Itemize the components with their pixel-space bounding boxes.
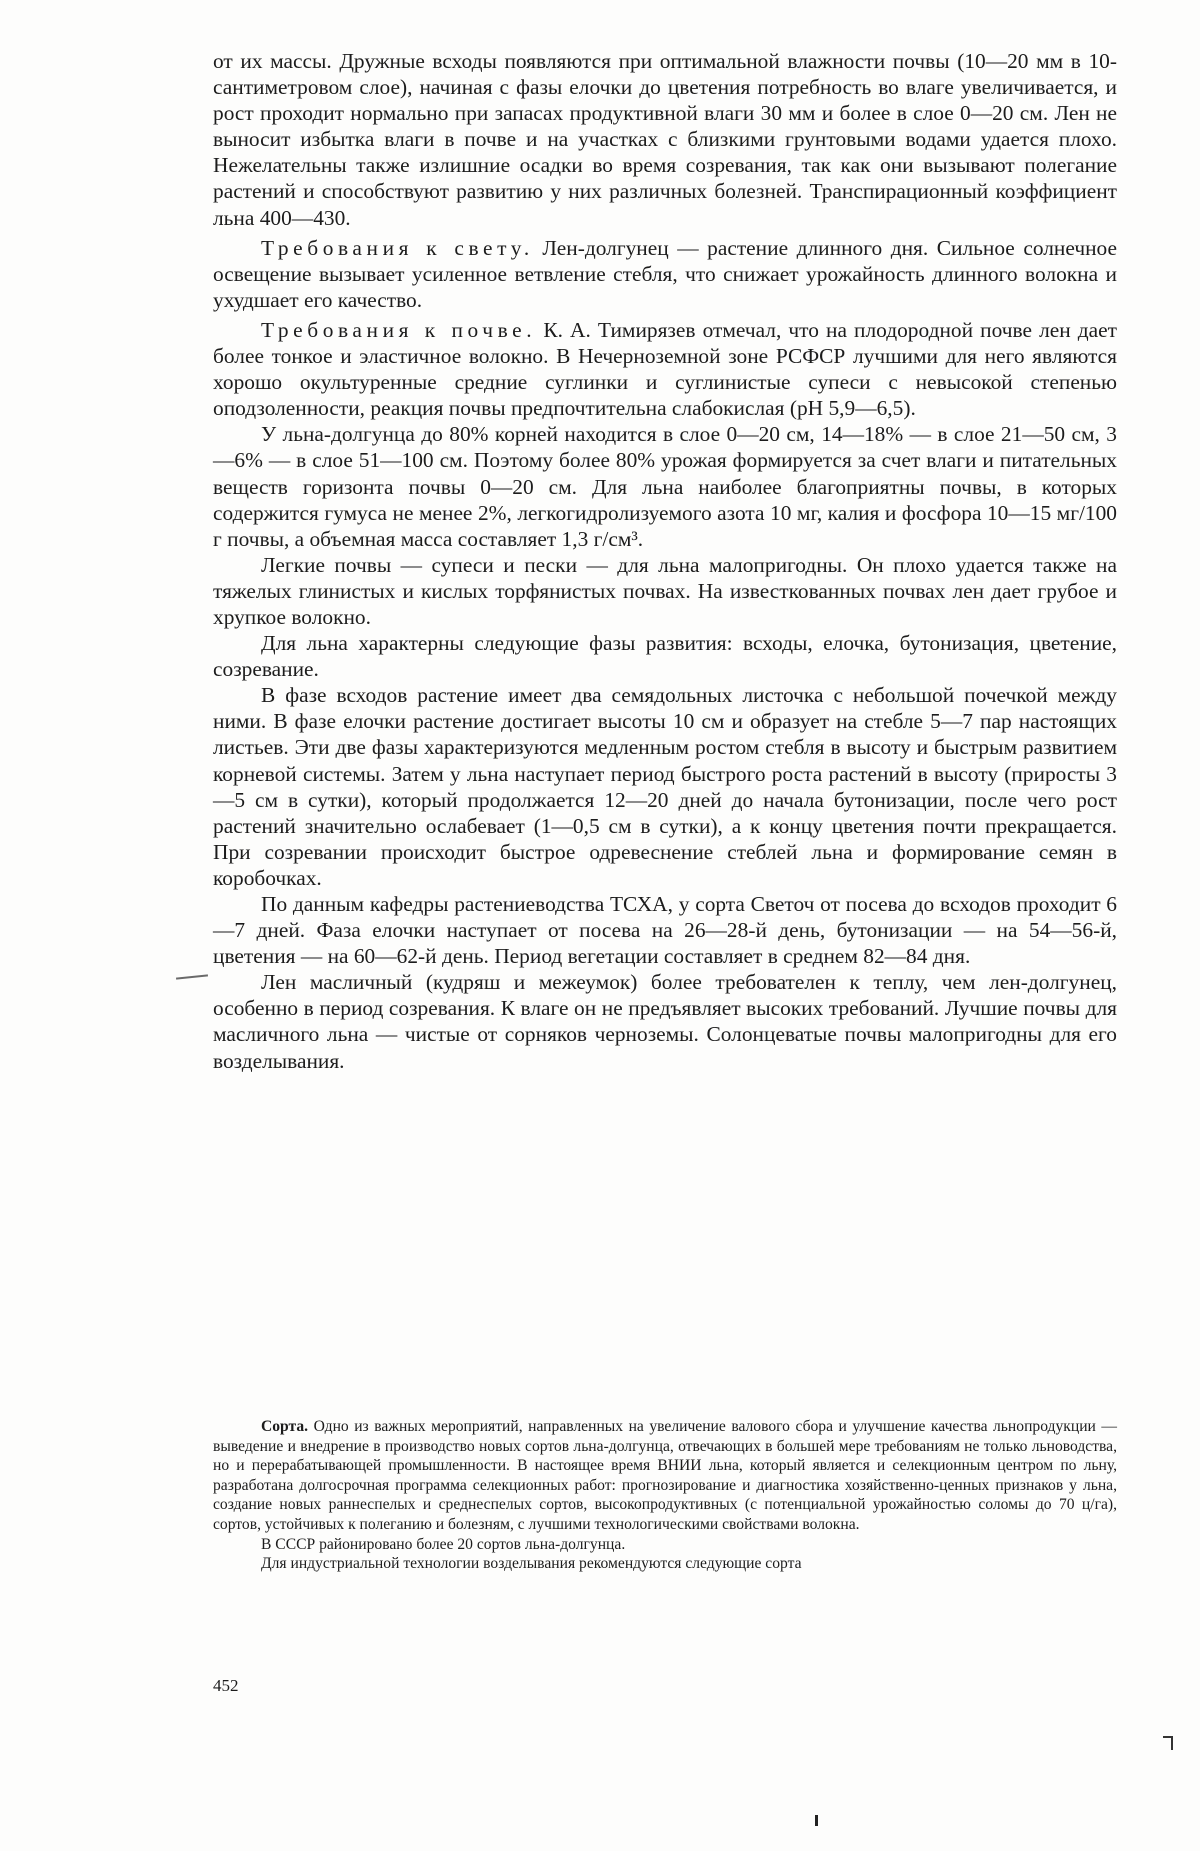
main-text bbox=[213, 48, 1117, 1074]
small-print-section bbox=[213, 1417, 1117, 1574]
paragraph-phases bbox=[213, 630, 1117, 682]
section-heading-soil: Требования к почве. bbox=[261, 317, 537, 342]
page-number: 452 bbox=[213, 1676, 239, 1695]
paragraph-text: Для льна характерны следующие фазы развития: всходы, елочка, бутонизация, цветение, созревание. bbox=[213, 631, 1117, 682]
section-heading-varieties: Сорта. bbox=[261, 1418, 309, 1435]
paragraph-phase-details bbox=[213, 682, 1117, 891]
paragraph-soil bbox=[213, 317, 1117, 421]
section-heading-light: Требования к свету. bbox=[261, 235, 534, 260]
scan-speck bbox=[815, 1815, 818, 1826]
paragraph-ussr-varieties bbox=[213, 1535, 1117, 1555]
paragraph-text: Для индустриальной технологии возделывания рекомендуются следующие сорта bbox=[261, 1555, 802, 1573]
paragraph-text: Одно из важных мероприятий, направленных на увеличение валового сбора и улучшение качества льнопродукции — выведение и внедрение в производство новых сортов льна-долгунца, отвечающих в большей мере требованиям не только льноводства, но и перерабатывающей промышленности. В настоящее время ВНИИ льна, который является и селекционным центром по льну, разработана долгосрочная программа селекционных работ: прогнозирование и диагностика хозяйственно-ценных признаков у льна, создание новых раннеспелых и среднеспелых сортов, высокопродуктивных (с потенциальной урожайностью соломы до 70 ц/га), сортов, устойчивых к полеганию и болезням, с лучшими технологическими свойствами волокна. bbox=[213, 1418, 1117, 1533]
paragraph-text: от их массы. Дружные всходы появляются при оптимальной влажности почвы (10—20 мм в 10-сантиметровом слое), начиная с фазы елочки до цветения потребность во влаге увеличивается, и рост проходит нормально при запасах продуктивной влаги 30 мм и более в слое 0—20 см. Лен не выносит избытка влаги в почве и на участках с близкими грунтовыми водами удается плохо. Нежелательны также излишние осадки во время созревания, так как они вызывают полегание растений и способствуют развитию у них различных болезней. Транспирационный коэффициент льна 400—430. bbox=[213, 49, 1117, 230]
paragraph-light bbox=[213, 235, 1117, 313]
paragraph-text: По данным кафедры растениеводства ТСХА, у сорта Светоч от посева до всходов проходит 6—7 дней. Фаза елочки наступает от посева на 26—28-й день, бутонизации — на 54—56-й, цветения — на 60—62-й день. Период вегетации составляет в среднем 82—84 дня. bbox=[213, 892, 1117, 969]
paragraph-text: Лен-долгунец — растение длинного дня. Сильное солнечное освещение вызывает усиленное ветвление стебля, что снижает урожайность длинного волокна и ухудшает его качество. bbox=[213, 235, 1117, 312]
paragraph-text: В СССР районировано более 20 сортов льна-долгунца. bbox=[261, 1535, 626, 1553]
paragraph-oil-flax bbox=[213, 969, 1117, 1073]
paragraph-text: К. А. Тимирязев отмечал, что на плодородной почве лен дает более тонкое и эластичное волокно. В Нечерноземной зоне РСФСР лучшими для него являются хорошо окультуренные средние суглинки и суглинистые супеси с невысокой степенью оподзоленности, реакция почвы предпочтительна слабокислая (pH 5,9—6,5). bbox=[213, 317, 1117, 421]
paragraph-text: Легкие почвы — супеси и пески — для льна малопригодны. Он плохо удается также на тяжелых глинистых и кислых торфянистых почвах. На известкованных почвах лен дает грубое и хрупкое волокно. bbox=[213, 552, 1117, 629]
scan-speck bbox=[1163, 1736, 1173, 1750]
paragraph-light-soils bbox=[213, 552, 1117, 630]
paragraph-moisture bbox=[213, 48, 1117, 231]
paragraph-text: В фазе всходов растение имеет два семядольных листочка с небольшой почечкой между ними. В фазе елочки растение достигает высоты 10 см и образует на стебле 5—7 пар настоящих листьев. Эти две фазы характеризуются медленным ростом стебля в высоту и быстрым развитием корневой системы. Затем у льна наступает период быстрого роста растений в высоту (приросты 3—5 см в сутки), который продолжается 12—20 дней до начала бутонизации, после чего рост растений значительно ослабевает (1—0,5 см в сутки), а к концу цветения почти прекращается. При созревании происходит быстрое одревеснение стеблей льна и формирование семян в коробочках. bbox=[213, 683, 1117, 890]
paragraph-tskha-data bbox=[213, 891, 1117, 969]
margin-pencil-mark bbox=[176, 974, 208, 979]
paragraph-text: У льна-долгунца до 80% корней находится в слое 0—20 см, 14—18% — в слое 21—50 см, 3—6% — в слое 51—100 см. Поэтому более 80% урожая формируется за счет влаги и питательных веществ горизонта почвы 0—20 см. Для льна наиболее благоприятны почвы, в которых содержится гумуса не менее 2%, легкогидролизуемого азота 10 мг, калия и фосфора 10—15 мг/100 г почвы, а объемная масса составляет 1,3 г/см³. bbox=[213, 422, 1117, 551]
paragraph-text: Лен масличный (кудряш и межеумок) более требователен к теплу, чем лен-долгунец, особенно в период созревания. К влаге он не предъявляет высоких требований. Лучшие почвы для масличного льна — чистые от сорняков черноземы. Солонцеватые почвы малопригодны для его возделывания. bbox=[213, 970, 1117, 1073]
paragraph-varieties bbox=[213, 1417, 1117, 1535]
paragraph-recommended bbox=[213, 1554, 1117, 1574]
paragraph-roots bbox=[213, 421, 1117, 551]
